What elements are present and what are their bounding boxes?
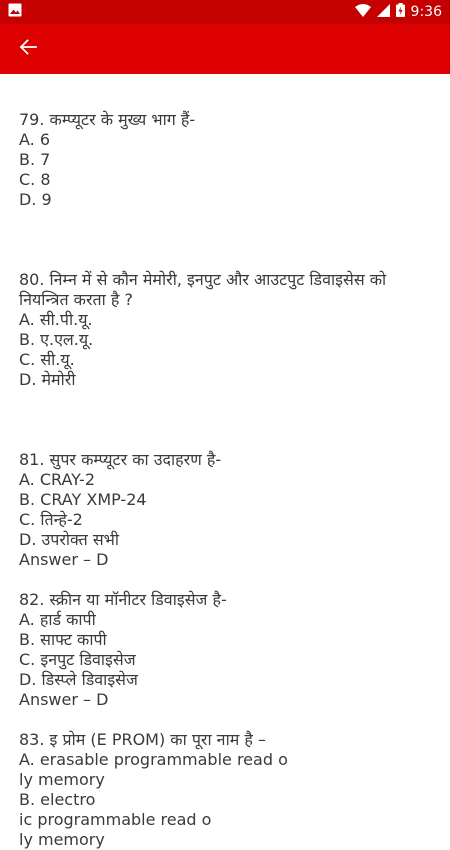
signal-icon <box>377 4 390 21</box>
question-text: 81. सुपर कम्प्यूटर का उदाहरण है- <box>19 450 222 469</box>
arrow-left-icon <box>19 38 37 60</box>
question-text: 80. निम्न में से कौन मेमोरी, इनपुट और आउटपुट डिवाइसेस को नियन्त्रित करता है ? <box>19 270 387 309</box>
question-list[interactable] <box>0 74 450 849</box>
option-text: A. हार्ड कापी <box>19 610 96 629</box>
question-text: 82. स्क्रीन या मॉनीटर डिवाइसेज है- <box>19 590 227 609</box>
status-bar <box>0 0 450 24</box>
option-text: B. साफ्ट कापी <box>19 630 107 649</box>
option-text: D. डिस्प्ले डिवाइसेज <box>19 670 138 689</box>
answer-text: Answer – D <box>19 690 109 709</box>
option-text: B. ए.एल.यू. <box>19 330 94 349</box>
option-text: D. मेमोरी <box>19 370 76 389</box>
option-text: ly memory <box>19 770 105 789</box>
option-text: A. 6 <box>19 130 51 149</box>
option-text: A. CRAY-2 <box>19 470 96 489</box>
image-icon <box>8 3 22 21</box>
option-text: ly memory <box>19 830 105 849</box>
question-text: 79. कम्प्यूटर के मुख्य भाग हैं- <box>19 110 196 129</box>
question-block <box>19 270 436 390</box>
status-time: 9:36 <box>410 4 442 20</box>
option-text: C. इनपुट डिवाइसेज <box>19 650 136 669</box>
app-bar <box>0 24 450 74</box>
option-text: B. electro <box>19 790 96 809</box>
battery-icon <box>396 3 405 21</box>
question-text: 83. इ प्रोम (E PROM) का पूरा नाम है – <box>19 730 266 749</box>
wifi-icon <box>355 4 371 21</box>
option-text: D. 9 <box>19 190 52 209</box>
option-text: C. तिन्हे-2 <box>19 510 83 529</box>
option-text: B. 7 <box>19 150 51 169</box>
option-text: B. CRAY XMP-24 <box>19 490 147 509</box>
option-text: A. erasable programmable read o <box>19 750 288 769</box>
back-button[interactable] <box>14 35 42 63</box>
option-text: A. सी.पी.यू. <box>19 310 93 329</box>
question-block <box>19 110 436 210</box>
option-text: C. सी.यू. <box>19 350 75 369</box>
option-text: ic programmable read o <box>19 810 212 829</box>
question-block <box>19 730 436 850</box>
question-block <box>19 590 436 710</box>
question-block <box>19 450 436 570</box>
option-text: C. 8 <box>19 170 51 189</box>
option-text: D. उपरोक्त सभी <box>19 530 120 549</box>
answer-text: Answer – D <box>19 550 109 569</box>
